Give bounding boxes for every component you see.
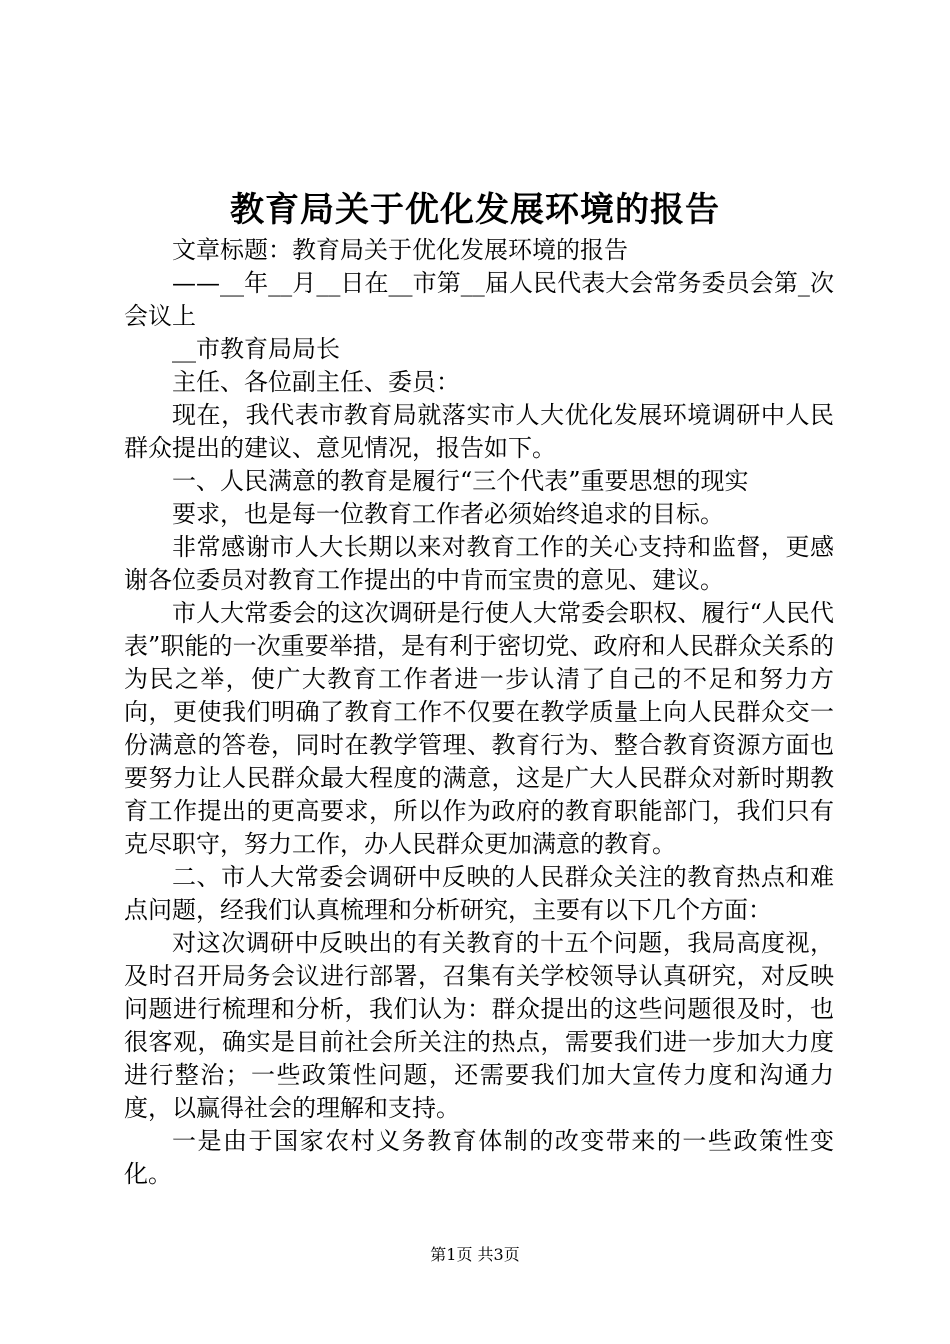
paragraph-article-title: 文章标题：教育局关于优化发展环境的报告 xyxy=(172,236,628,264)
paragraph-section-one-heading: 一、人民满意的教育是履行“三个代表”重要思想的现实 xyxy=(172,467,749,495)
paragraph-thanks: 非常感谢市人大长期以来对教育工作的关心支持和监督，更感谢各位委员对教育工作提出的中肯而宝贵的意见、建议。 xyxy=(124,533,834,594)
paragraph-intro: 现在，我代表市教育局就落实市人大优化发展环境调研中人民群众提出的建议、意见情况，报告如下。 xyxy=(124,401,834,462)
page-number-footer: 第1页 共3页 xyxy=(430,1245,520,1264)
paragraph-section-two-heading: 二、市人大常委会调研中反映的人民群众关注的教育热点和难点问题，经我们认真梳理和分析研究，主要有以下几个方面： xyxy=(124,863,834,924)
paragraph-salutation: 主任、各位副主任、委员： xyxy=(172,368,460,396)
paragraph-speaker: __市教育局局长 xyxy=(172,335,340,363)
paragraph-fifteen-issues: 对这次调研中反映出的有关教育的十五个问题，我局高度视，及时召开局务会议进行部署，召集有关学校领导认真研究，对反映问题进行梳理和分析，我们认为：群众提出的这些问题很及时，也很客观，确实是目前社会所关注的热点，需要我们进一步加大力度进行整治；一些政策性问题，还需要我们加大宣传力度和沟通力度，以赢得社会的理解和支持。 xyxy=(124,929,834,1122)
document-body xyxy=(124,234,834,1191)
paragraph-survey-significance: 市人大常委会的这次调研是行使人大常委会职权、履行“人民代表”职能的一次重要举措，是有利于密切党、政府和人民群众关系的为民之举，使广大教育工作者进一步认清了自己的不足和努力方向，更使我们明确了教育工作不仅要在教学质量上向人民群众交一份满意的答卷，同时在教学管理、教育行为、整合教育资源方面也要努力让人民群众最大程度的满意，这是广大人民群众对新时期教育工作提出的更高要求，所以作为政府的教育职能部门，我们只有克尽职守，努力工作，办人民群众更加满意的教育。 xyxy=(124,599,834,858)
document-title: 教育局关于优化发展环境的报告 xyxy=(230,190,720,230)
paragraph-section-one-continued: 要求，也是每一位教育工作者必须始终追求的目标。 xyxy=(172,500,724,528)
paragraph-policy-change: 一是由于国家农村义务教育体制的改变带来的一些政策性变化。 xyxy=(124,1127,834,1188)
paragraph-meeting-info: ——__年__月__日在__市第__届人民代表大会常务委员会第_次会议上 xyxy=(124,269,834,330)
